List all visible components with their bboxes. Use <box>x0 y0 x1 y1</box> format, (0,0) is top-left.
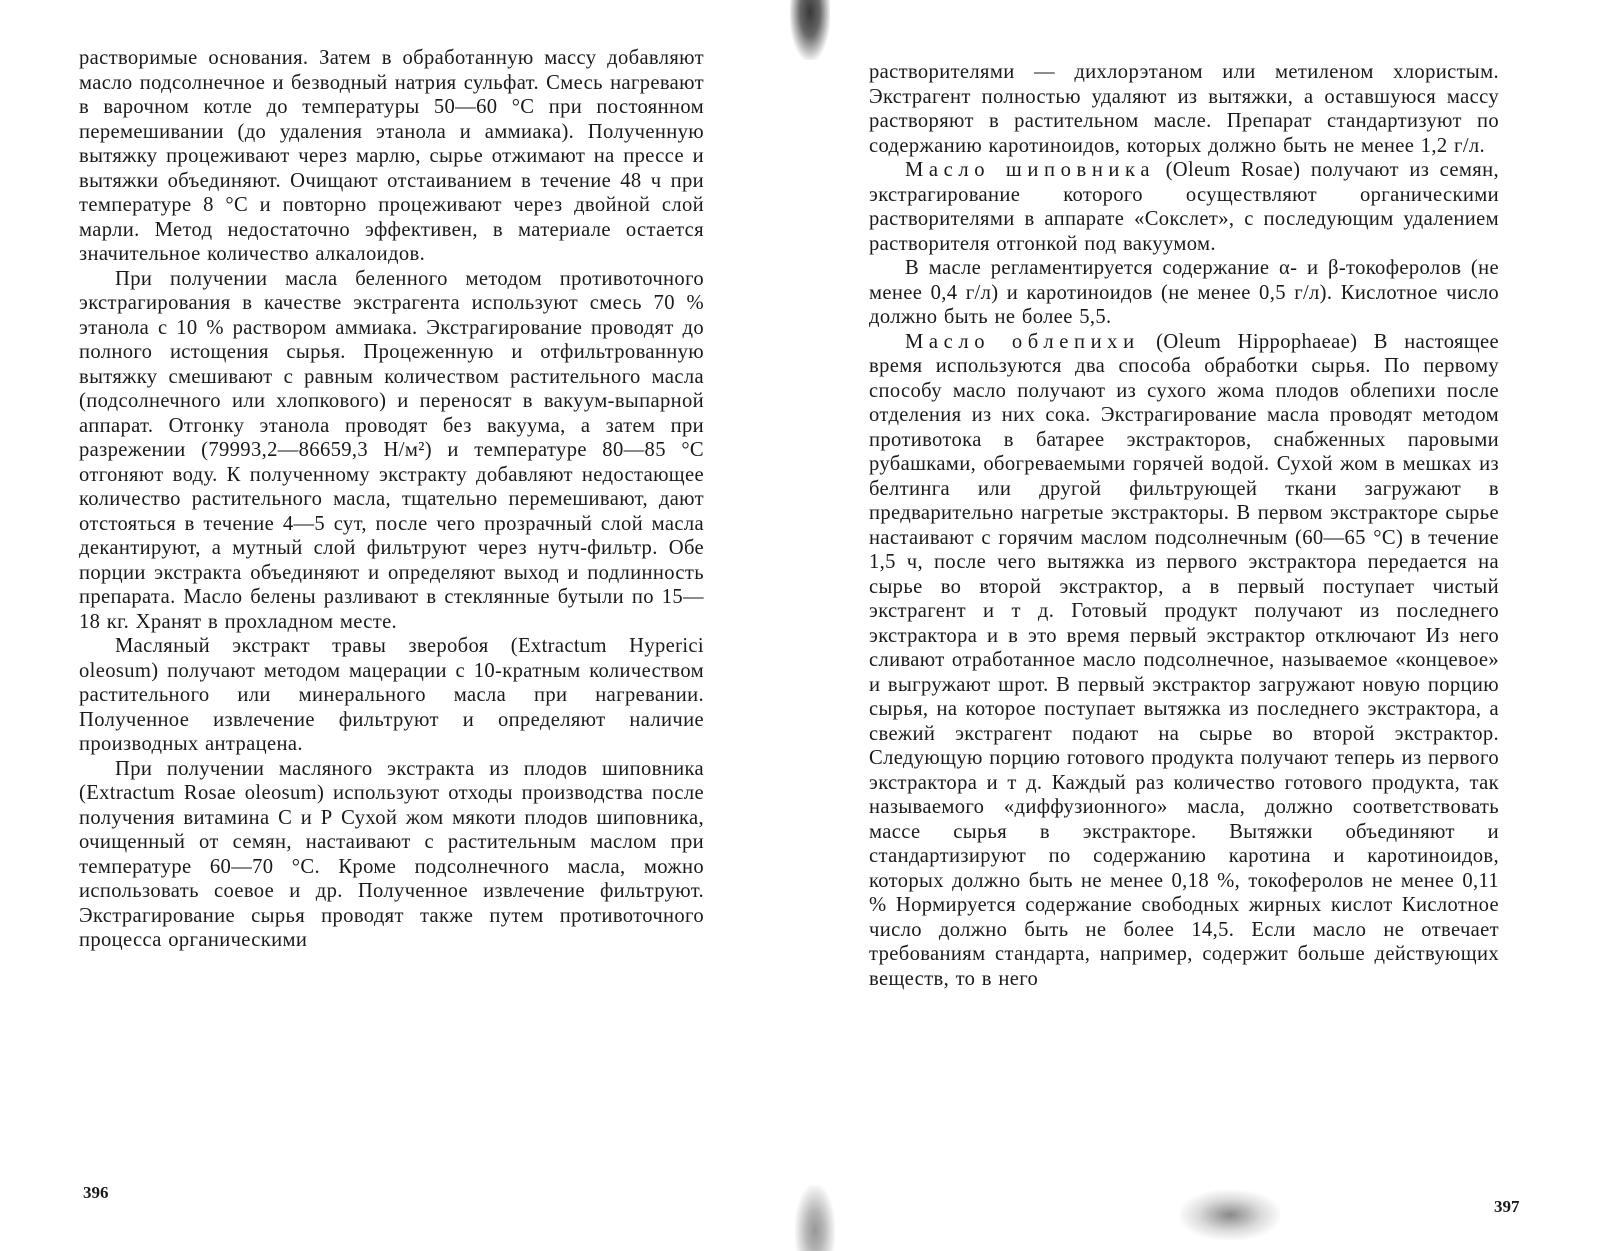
paragraph <box>79 634 704 757</box>
paragraph <box>79 757 704 953</box>
paragraph-text: При получении масляного экстракта из плодов шиповника (Extractum Rosae oleosum) используют отходы производства после получения витамина С и Р Сухой жом мякоти плодов шиповника, очищенный от семян, настаивают с растительным маслом при температуре 60—70 °С. Кроме подсолнечного масла, можно использовать соевое и др. Полученное извлечение фильтруют. Экстрагирование сырья проводят также путем противоточного процесса органическими <box>79 757 704 951</box>
section-heading-spaced: Масло шиповника <box>905 159 1156 181</box>
right-page-text <box>869 60 1499 991</box>
paragraph-text: Масляный экстракт травы зверобоя (Extractum Hyperici oleosum) получают методом мацерации с 10-кратным количеством растительного или минерального масла при нагревании. Полученное извлечение фильтруют и определяют наличие производных антрацена. <box>79 635 704 755</box>
paragraph-text: При получении масла беленного методом противоточного экстрагирования в качестве экстрагента используют смесь 70 % этанола с 10 % раствором аммиака. Экстрагирование проводят до полного истощения сырья. Процеженную и отфильтрованную вытяжку смешивают с равным количеством растительного масла (подсолнечного или хлопкового) и переносят в вакуум-выпарной аппарат. Отгонку этанола проводят без вакуума, а затем при разрежении (79993,2—86659,3 Н/м²) и температуре 80—85 °С отгоняют воду. К полученному экстракту добавляют недостающее количество растительного масла, тщательно перемешивают, дают отстояться в течение 4—5 сут, после чего прозрачный слой масла декантируют, а мутный слой фильтруют через нутч-фильтр. Обе порции экстракта объединяют и определяют выход и подлинность препарата. Масло белены разливают в стеклянные бутыли по 15—18 кг. Хранят в прохладном месте. <box>79 267 704 633</box>
paragraph-text: растворимые основания. Затем в обработанную массу добавляют масло подсолнечное и безводный натрия сульфат. Смесь нагревают в варочном котле до температуры 50—60 °С при постоянном перемешивании (до удаления этанола и аммиака). Полученную вытяжку процеживают через марлю, сырье отжимают на прессе и вытяжки объединяют. Очищают отстаиванием в течение 48 ч при температуре 8 °С и повторно процеживают через двойной слой марли. Метод недостаточно эффективен, в материале остается значительное количество алкалоидов. <box>79 47 704 265</box>
paragraph <box>869 330 1499 992</box>
paragraph <box>869 256 1499 330</box>
right-page <box>800 0 1601 1251</box>
ink-smudge <box>1180 1190 1280 1240</box>
left-page-text <box>79 46 704 953</box>
paragraph <box>79 267 704 635</box>
page-number-right: 397 <box>1494 1197 1520 1216</box>
paragraph <box>869 158 1499 256</box>
paragraph-text: (Oleum Rosae) получают из семян, экстрагирование которого осуществляют органическими растворителями в аппарате «Сокслет», с последующим удалением растворителя отгонкой под вакуумом. <box>869 159 1499 255</box>
paragraph-text: (Oleum Hippophaeae) В настоящее время используются два способа обработки сырья. По первому способу масло получают из сухого жома плодов облепихи после отделения из них сока. Экстрагирование масла проводят методом противотока в батарее экстракторов, снабженных паровыми рубашками, обогреваемыми горячей водой. Сухой жом в мешках из белтинга или другой фильтрующей ткани загружают в предварительно нагретые экстракторы. В первом экстракторе сырье настаивают с горячим маслом подсолнечным (60—65 °С) в течение 1,5 ч, после чего вытяжка из первого экстрактора передается на сырье во второй экстрактор, а в первый поступает чистый экстрагент и т д. Готовый продукт получают из последнего экстрактора и в это время первый экстрактор отключают Из него сливают отработанное масло подсолнечное, называемое «концевое» и выгружают шрот. В первый экстрактор загружают новую порцию сырья, на которое поступает вытяжка из последнего экстрактора, а свежий экстрагент подают на сырье во второй экстрактор. Следующую порцию готового продукта получают теперь из первого экстрактора и т д. Каждый раз количество готового продукта, так называемого «диффузионного» масла, должно соответствовать массе сырья в экстракторе. Вытяжки объединяют и стандартизируют по содержанию каротина и каротиноидов, которых должно быть не менее 0,18 %, токоферолов не менее 0,11 % Нормируется содержание свободных жирных кислот Кислотное число должно быть не более 14,5. Если масло не отвечает требованиям стандарта, например, содержит больше действующих веществ, то в него <box>869 330 1499 990</box>
page-number-left: 396 <box>83 1183 109 1202</box>
binding-shadow-top <box>790 0 830 60</box>
paragraph <box>869 60 1499 158</box>
left-page <box>0 0 800 1251</box>
paragraph-text: растворителями — дихлорэтаном или метиленом хлористым. Экстрагент полностью удаляют из вытяжки, а оставшуюся массу растворяют в растительном масле. Препарат стандартизуют по содержанию каротиноидов, которых должно быть не менее 1,2 г/л. <box>869 61 1499 157</box>
paragraph-text: В масле регламентируется содержание α- и β-токоферолов (не менее 0,4 г/л) и каротиноидов (не менее 0,5 г/л). Кислотное число должно быть не более 5,5. <box>869 257 1499 328</box>
section-heading-spaced: Масло облепихи <box>905 330 1140 353</box>
paragraph <box>79 46 704 267</box>
binding-shadow-bottom <box>795 1185 835 1251</box>
